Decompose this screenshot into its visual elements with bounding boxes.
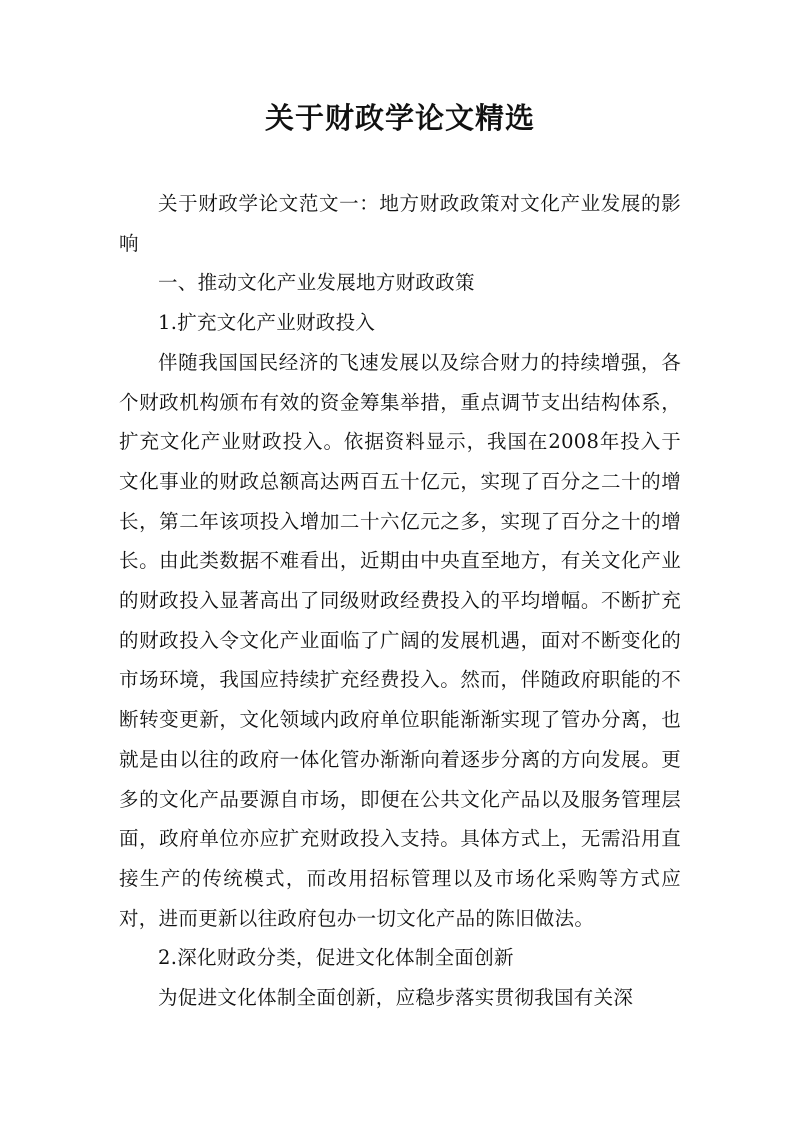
- body-paragraph-partial: 为促进文化体制全面创新，应稳步落实贯彻我国有关深: [158, 986, 634, 1010]
- document-title: 关于财政学论文精选: [264, 101, 535, 135]
- subsection-heading-2: 2.深化财政分类，促进文化体制全面创新: [158, 946, 514, 970]
- section-heading-1: 一、推动文化产业发展地方财政政策: [158, 271, 475, 295]
- subsection-heading-1: 1.扩充文化产业财政投入: [158, 311, 376, 335]
- document-body: [119, 184, 681, 1018]
- body-paragraph: 伴随我国国民经济的飞速发展以及综合财力的持续增强，各个财政机构颁布有效的资金筹集举措，重点调节支出结构体系，扩充文化产业财政投入。依据资料显示，我国在2008年投入于文化事业的财政总额高达两百五十亿元，实现了百分之二十的增长，第二年该项投入增加二十六亿元之多，实现了百分之十的增长。由此类数据不难看出，近期由中央直至地方，有关文化产业的财政投入显著高出了同级财政经费投入的平均增幅。不断扩充的财政投入令文化产业面临了广阔的发展机遇，面对不断变化的市场环境，我国应持续扩充经费投入。然而，伴随政府职能的不断转变更新，文化领域内政府单位职能渐渐实现了管办分离，也就是由以往的政府一体化管办渐渐向着逐步分离的方向发展。更多的文化产品要源自市场，即便在公共文化产品以及服务管理层面，政府单位亦应扩充财政投入支持。具体方式上，无需沿用直接生产的传统模式，而改用招标管理以及市场化采购等方式应对，进而更新以往政府包办一切文化产品的陈旧做法。: [119, 350, 681, 930]
- paragraph-intro-heading: 关于财政学论文范文一：地方财政政策对文化产业发展的影响: [119, 192, 681, 255]
